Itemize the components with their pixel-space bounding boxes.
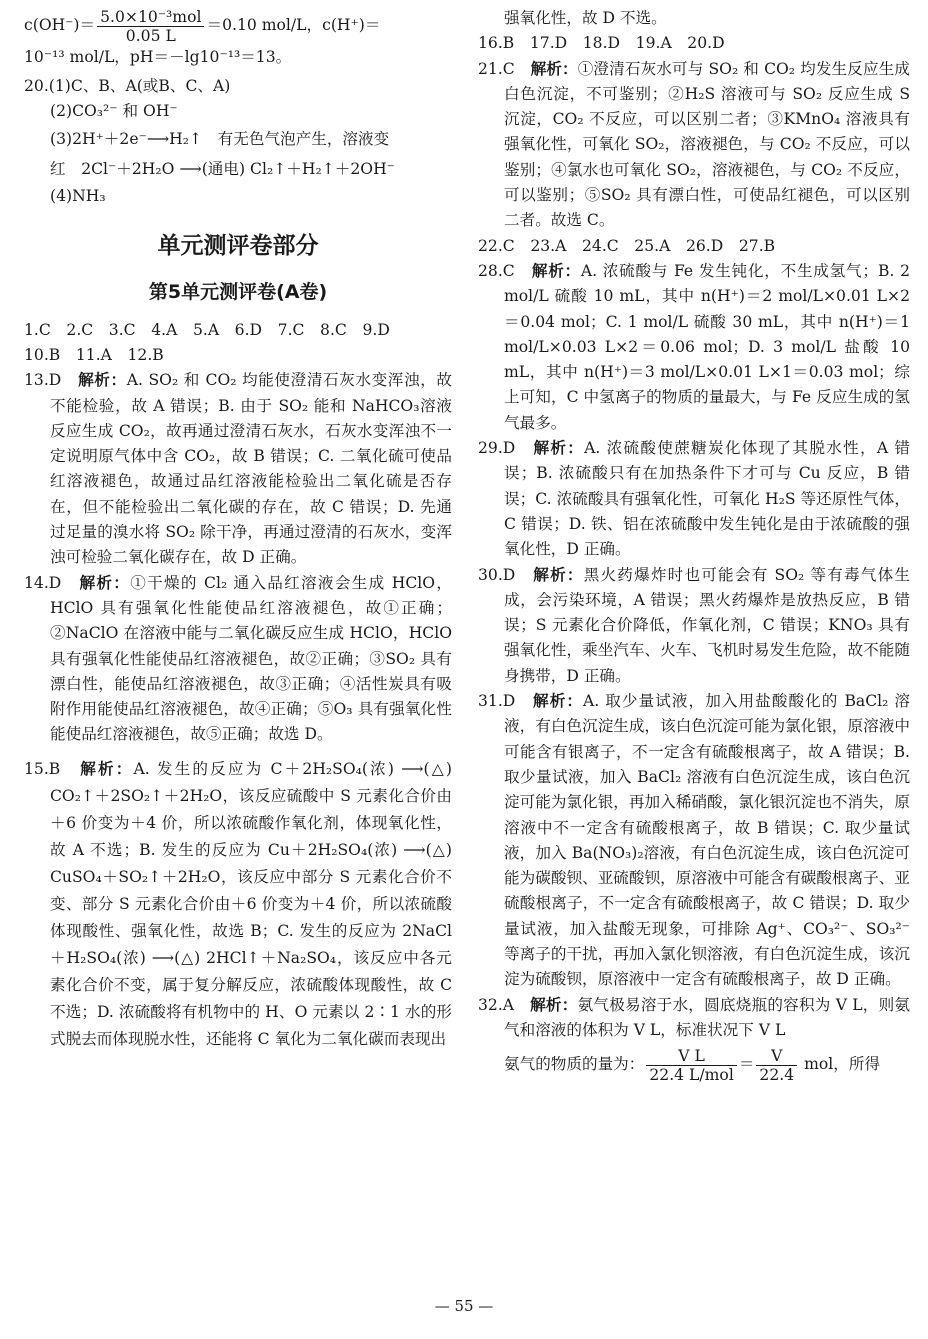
continuation-text: 强氧化性，故 D 不选。 xyxy=(504,9,667,27)
q30-answer: 30.D xyxy=(478,565,534,584)
q21-explanation xyxy=(478,57,910,234)
q32-text: 氨气极易溶于水，圆底烧瓶的容积为 V L，则氨气和溶液的体积为 V L，标准状况下 V L xyxy=(504,995,911,1039)
answer-row-22-27: 22.C 23.A 24.C 25.A 26.D 27.B xyxy=(478,236,776,255)
q32-f1-num: V L xyxy=(646,1047,736,1066)
q29-explanation xyxy=(478,436,910,562)
calc-frac-num: 5.0×10⁻³mol xyxy=(97,8,204,27)
q32-tail-b: mol，所得 xyxy=(799,1055,881,1074)
q29-label: 解析： xyxy=(533,439,585,458)
q20-part2: (2)CO₃²⁻ 和 OH⁻ xyxy=(50,102,178,121)
q15-label: 解析： xyxy=(80,759,134,778)
q29-answer: 29.D xyxy=(478,439,534,458)
q20-part3: (3)2H⁺＋2e⁻⟶H₂↑ 有无色气泡产生，溶液变 xyxy=(50,130,390,149)
q32-tail-a: 氨气的物质的量为： xyxy=(504,1055,645,1074)
q28-answer: 28.C xyxy=(478,261,532,280)
calc-frac-den: 0.05 L xyxy=(125,26,176,45)
answer-row-1: 1.C 2.C 3.C 4.A 5.A 6.D 7.C 8.C 9.D xyxy=(24,320,390,339)
calc-fraction xyxy=(97,8,204,45)
q20-part3-cont: 红 2Cl⁻＋2H₂O ⟶(通电) Cl₂↑＋H₂↑＋2OH⁻ xyxy=(50,160,395,179)
q30-label: 解析： xyxy=(533,565,584,584)
page-number: — 55 — xyxy=(434,1297,494,1315)
left-column xyxy=(24,0,452,1053)
q14-answer: 14.D xyxy=(24,573,80,592)
q32-answer: 32.A xyxy=(478,995,531,1014)
q13-explanation xyxy=(24,368,452,570)
q14-text: ①干燥的 Cl₂ 通入品红溶液会生成 HClO，HClO 具有强氧化性能使品红溶液褪色，故①正确；②NaClO 在溶液中能与二氧化碳反应生成 HClO，HClO 具有强氧化性能使品红溶液褪色，故②正确；③SO₂ 具有漂白性，能使品红溶液褪色，故③正确；④活性炭具有吸附作用能使品红溶液褪色，故④正确；⑤O₃ 具有强氧化性能使品红溶液褪色，故⑤正确；故选 D。 xyxy=(50,573,452,744)
q13-text: A. SO₂ 和 CO₂ 均能使澄清石灰水变浑浊，故不能检验，故 A 错误；B. 由于 SO₂ 能和 NaHCO₃溶液反应生成 CO₂，故再通过澄清石灰水，石灰水变浑浊不一定说明原气体中含 CO₂，故 B 错误；C. 二氧化硫可使品红溶液褪色，故通过品红溶液能检验出二氧化硫是否存在，但不能检验出二氧化碳的存在，故 C 错误；D. 先通过足量的溴水将 SO₂ 除干净，再通过澄清的石灰水，变浑浊可检验二氧化碳存在，故 D 正确。 xyxy=(50,371,452,567)
q32-fraction-1 xyxy=(646,1047,736,1084)
q32-f1-den: 22.4 L/mol xyxy=(649,1065,734,1084)
q32-equals: ＝ xyxy=(738,1055,755,1074)
q15-answer: 15.B xyxy=(24,759,81,778)
answer-row-2: 10.B 11.A 12.B xyxy=(24,345,164,364)
q32-f2-den: 22.4 xyxy=(759,1065,795,1084)
q30-explanation xyxy=(478,563,910,689)
q32-formula-line xyxy=(478,1043,910,1085)
q32-label: 解析： xyxy=(530,995,578,1014)
q21-label: 解析： xyxy=(530,59,578,78)
q32-explanation xyxy=(478,993,910,1044)
unit-title: 第5单元测评卷(A卷) xyxy=(148,280,328,303)
calc-text-a: c(OH⁻)＝ xyxy=(24,16,96,34)
q28-text: A. 浓硫酸与 Fe 发生钝化，不生成氢气；B. 2 mol/L 硫酸 10 mL，其中 n(H⁺)＝2 mol/L×0.01 L×2＝0.04 mol；C. 1 mol/L 硫酸 30 mL，其中 n(H⁺)＝1 mol/L×0.03 L×2＝0.06 mol；D. 3 mol/L 盐酸 10 mL，其中 n(H⁺)＝3 mol/L×0.01 L×1＝0.03 mol；综上可知，C 中氢离子的物质的量最大，与 Fe 反应生成的氢气最多。 xyxy=(504,261,911,432)
answer-row-16-20: 16.B 17.D 18.D 19.A 20.D xyxy=(478,34,725,53)
q13-label: 解析： xyxy=(78,371,127,390)
q13-answer: 13.D xyxy=(24,371,79,390)
q32-f2-num: V xyxy=(756,1047,797,1066)
section-title: 单元测评卷部分 xyxy=(157,232,319,259)
q31-answer: 31.D xyxy=(478,692,534,711)
q15-explanation xyxy=(24,756,452,1053)
calc-line-2: 10⁻¹³ mol/L，pH＝－lg10⁻¹³＝13。 xyxy=(24,47,292,66)
q15-text: A. 发生的反应为 C＋2H₂SO₄(浓) ⟶(△) CO₂↑＋2SO₂↑＋2H₂O，该反应硫酸中 S 元素化合价由＋6 价变为＋4 价，所以浓硫酸作氧化剂，体现氧化性，故 A 不选；B. 发生的反应为 Cu＋2H₂SO₄(浓) ⟶(△) CuSO₄＋SO₂↑＋2H₂O，该反应中部分 S 元素化合价不变、部分 S 元素化合价由＋6 价变为＋4 价，所以浓硫酸体现酸性、强氧化性，故选 B；C. 发生的反应为 2NaCl＋H₂SO₄(浓) ⟶(△) 2HCl↑＋Na₂SO₄，该反应中各元素化合价不变，属于复分解反应，浓硫酸体现酸性，故 C 不选；D. 浓硫酸将有机物中的 H、O 元素以 2∶1 水的形式脱去而体现脱水性，还能将 C 氧化为二氧化碳而表现出 xyxy=(50,759,452,1048)
calc-text-b: ＝0.10 mol/L，c(H⁺)＝ xyxy=(206,16,381,34)
q20-part4: (4)NH₃ xyxy=(50,187,106,206)
q28-explanation xyxy=(478,259,910,436)
q31-text: A. 取少量试液，加入用盐酸酸化的 BaCl₂ 溶液，有白色沉淀生成，该白色沉淀可能为氯化银，原溶液中可能含有银离子，不一定含有硫酸根离子，故 A 错误；B. 取少量试液，加入 BaCl₂ 溶液有白色沉淀生成，该白色沉淀可能为氯化银，再加入稀硝酸，氯化银沉淀也不消失，原溶液中不一定含有硫酸根离子，故 B 错误；C. 取少量试液，加入 Ba(NO₃)₂溶液，有白色沉淀生成，该白色沉淀可能为碳酸钡、亚硫酸钡，原溶液中可能含有碳酸根离子、亚硫酸根离子，不一定含有硫酸根离子，故 C 错误；D. 取少量试液，加入盐酸无现象，可排除 Ag⁺、CO₃²⁻、SO₃²⁻ 等离子的干扰，再加入氯化钡溶液，有白色沉淀生成，该沉淀为硫酸钡，原溶液中一定含有硫酸根离子，故 D 正确。 xyxy=(504,692,910,989)
q28-label: 解析： xyxy=(531,261,581,280)
q30-text: 黑火药爆炸时也可能会有 SO₂ 等有毒气体生成，会污染环境，A 错误；黑火药爆炸是放热反应，B 错误；S 元素化合价降低，作氧化剂，C 错误；KNO₃ 具有强氧化性，乘坐汽车、火车、飞机时易发生危险，故不能随身携带，D 正确。 xyxy=(504,565,910,685)
q31-label: 解析： xyxy=(533,692,584,711)
q31-explanation xyxy=(478,689,910,993)
q14-explanation xyxy=(24,571,452,748)
right-column xyxy=(478,0,910,1085)
q29-text: A. 浓硫酸使蔗糖炭化体现了其脱水性，A 错误；B. 浓硫酸只有在加热条件下才可与 Cu 反应，B 错误；C. 浓硫酸具有强氧化性，可氧化 H₂S 等还原性气体，C 错误；D. 铁、铝在浓硫酸中发生钝化是由于浓硫酸的强氧化性，D 正确。 xyxy=(504,439,910,559)
q20-part1: 20.(1)C、B、A(或B、C、A) xyxy=(24,76,231,95)
q32-fraction-2 xyxy=(756,1047,797,1084)
calc-line xyxy=(24,6,452,45)
q21-text: ①澄清石灰水可与 SO₂ 和 CO₂ 均发生反应生成白色沉淀，不可鉴别；②H₂S 溶液可与 SO₂ 反应生成 S 沉淀，CO₂ 不反应，可以区别二者；③KMnO₄ 溶液具有强氧化性，可氧化 SO₂，溶液褪色，与 CO₂ 不反应，可以鉴别；④氯水也可氧化 SO₂，溶液褪色，与 CO₂ 不反应，可以鉴别；⑤SO₂ 具有漂白性，可使品红褪色，可以区别二者。故选 C。 xyxy=(504,59,910,230)
q14-label: 解析： xyxy=(79,573,131,592)
q21-answer: 21.C xyxy=(478,59,531,78)
